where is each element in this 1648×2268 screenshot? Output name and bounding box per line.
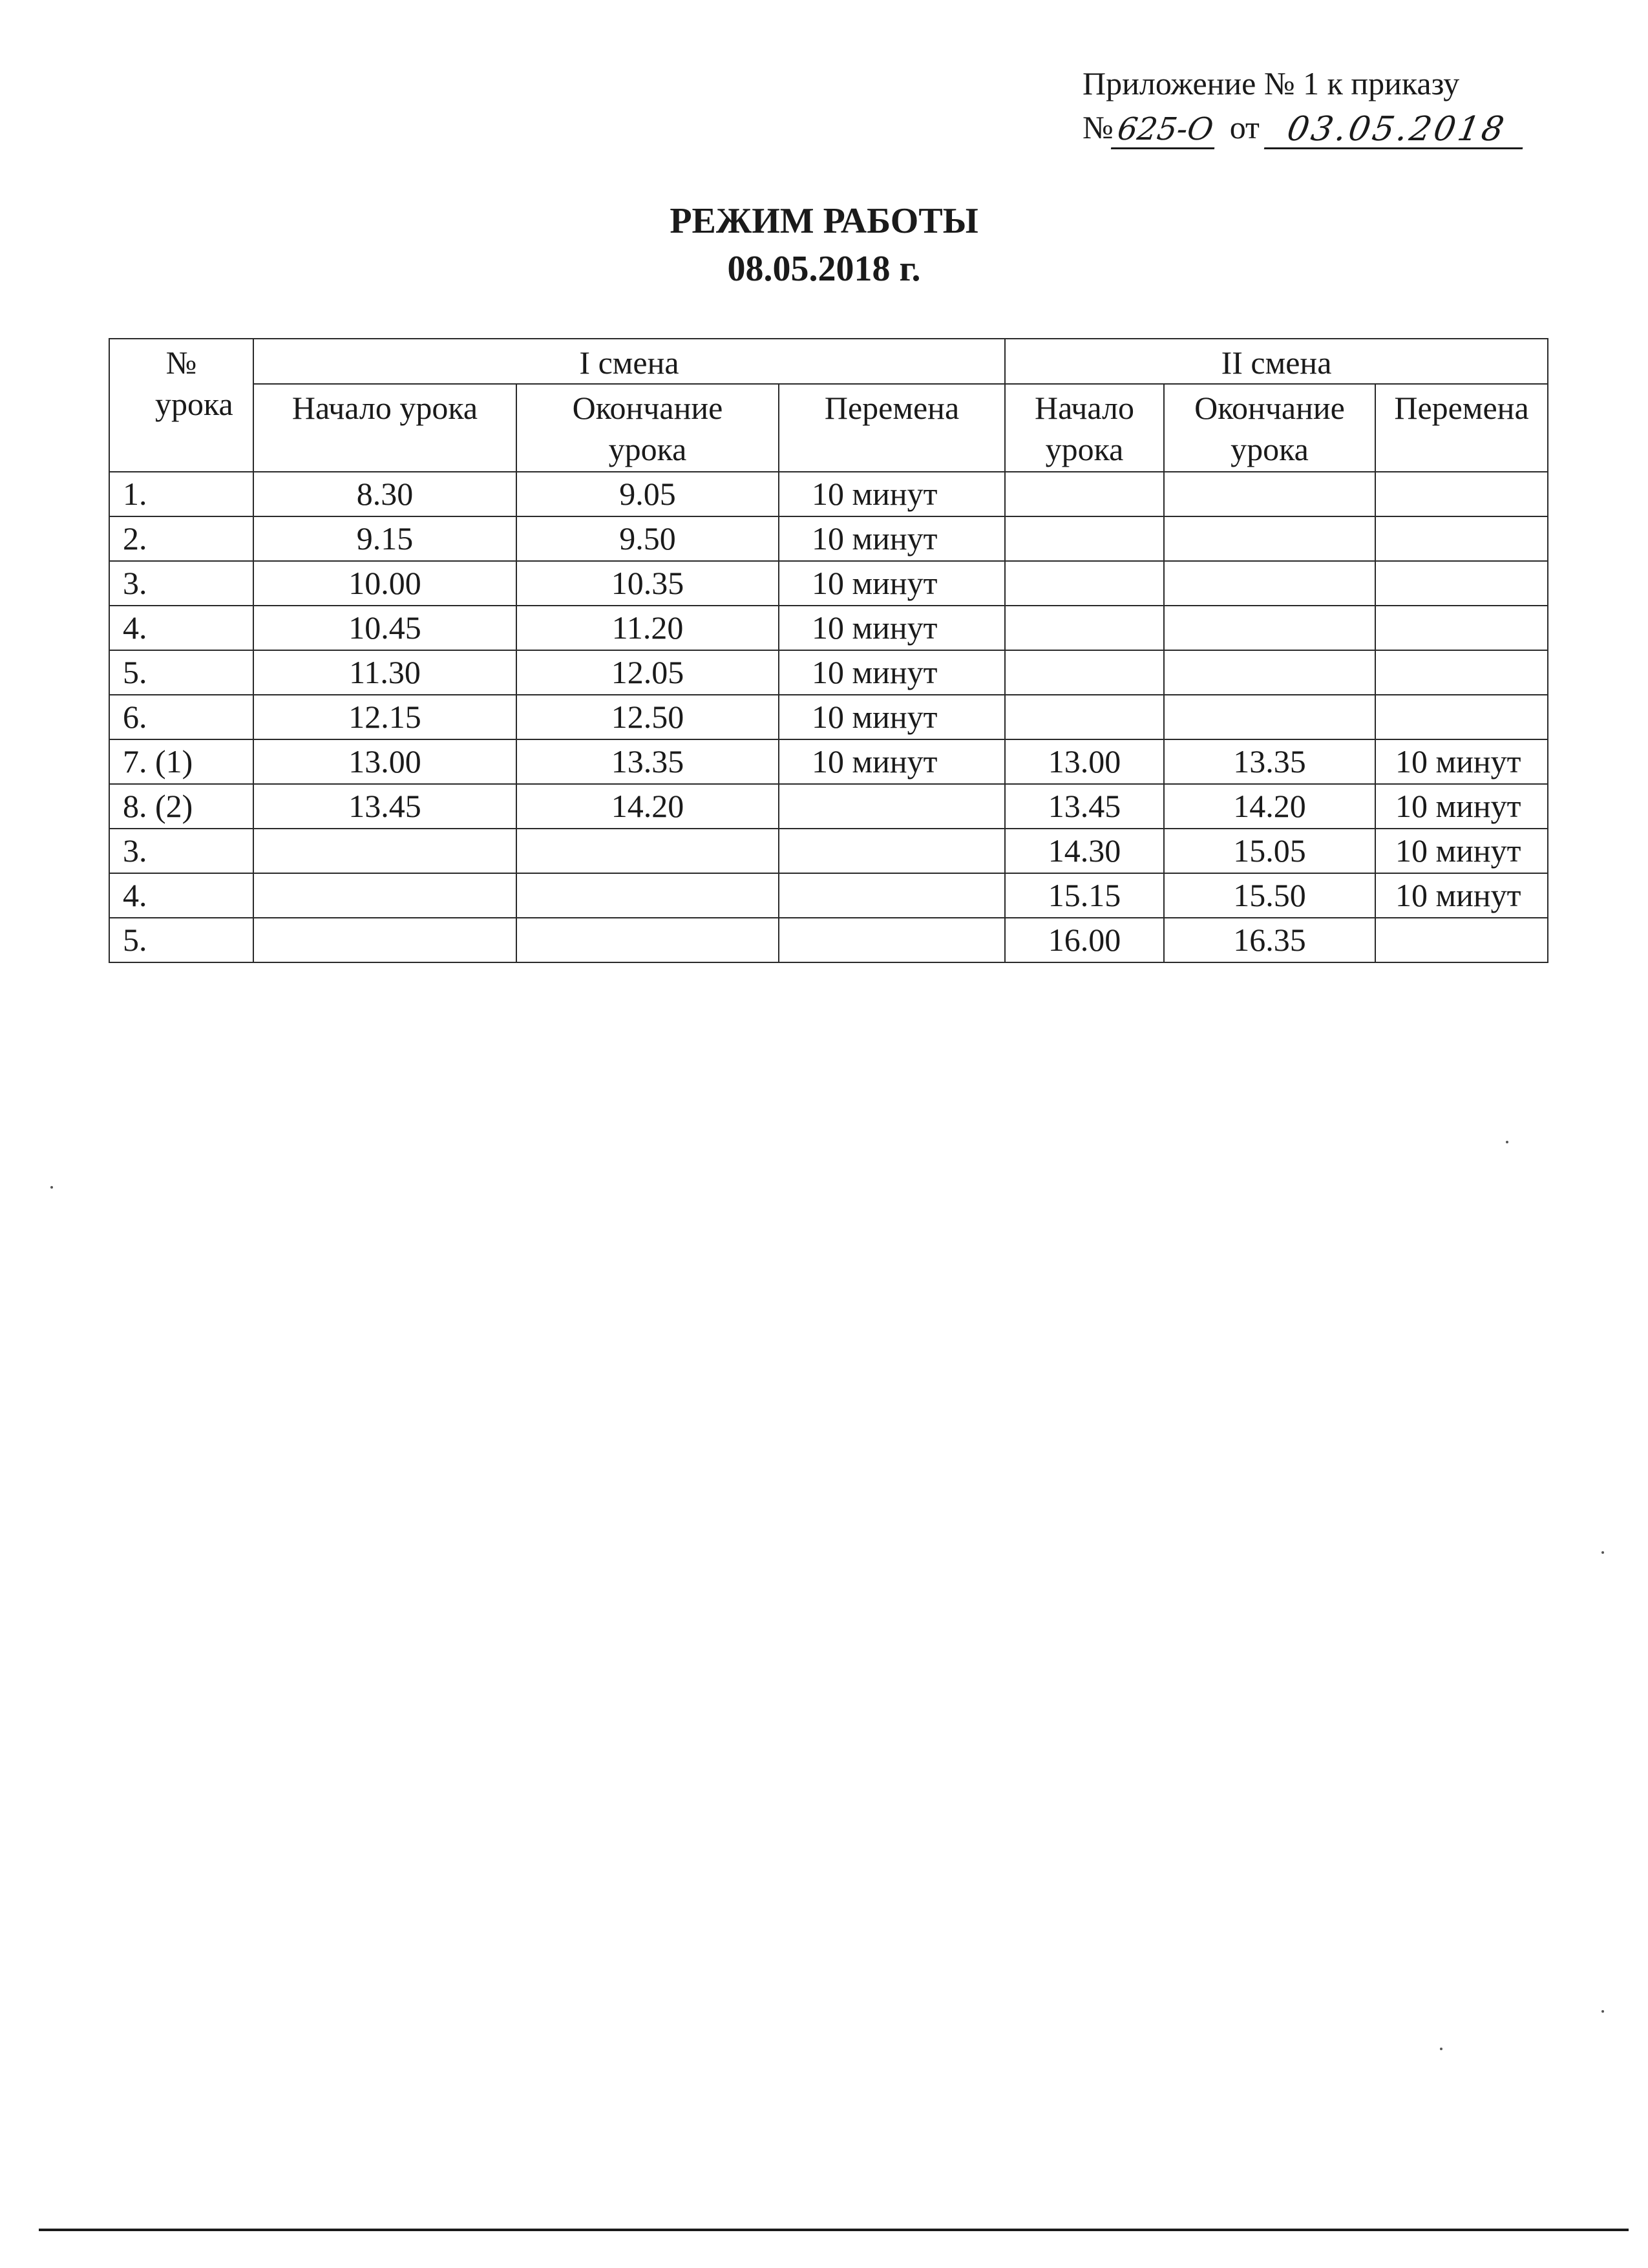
table-row: [109, 784, 1548, 829]
s1-start-cell: 8.30: [253, 472, 516, 516]
handwritten-order-date: 03.05.2018: [1264, 111, 1529, 149]
s2-end-cell: 15.50: [1164, 873, 1375, 918]
header-row-columns: [109, 384, 1548, 472]
lesson-number-cell: 5.: [109, 918, 253, 962]
s2-break-cell: 10 минут: [1375, 873, 1548, 918]
s1-end-cell: 12.05: [516, 650, 779, 695]
s2-break-cell: 10 минут: [1375, 784, 1548, 829]
s2-break-cell: [1375, 918, 1548, 962]
s2-start-cell: 14.30: [1005, 829, 1164, 873]
lesson-number-cell: 3.: [109, 561, 253, 606]
s2-end-cell: [1164, 650, 1375, 695]
lesson-number-cell: 1.: [109, 472, 253, 516]
header-row-shifts: [109, 339, 1548, 384]
s2-end-cell: [1164, 695, 1375, 739]
lesson-number-cell: 8. (2): [109, 784, 253, 829]
s1-break-cell: 10 минут: [779, 606, 1005, 650]
s2-start-cell: [1005, 516, 1164, 561]
s1-end-cell: 9.05: [516, 472, 779, 516]
header-s2-start: Начало урока: [1005, 384, 1164, 472]
s2-end-cell: 15.05: [1164, 829, 1375, 873]
s1-break-cell: [779, 829, 1005, 873]
scan-speck: [1440, 2048, 1442, 2050]
lesson-number-cell: 4.: [109, 606, 253, 650]
page-title: РЕЖИМ РАБОТЫ: [670, 201, 978, 241]
lesson-number-cell: 3.: [109, 829, 253, 873]
scan-speck: [50, 1186, 53, 1189]
s1-break-cell: [779, 784, 1005, 829]
s2-start-cell: [1005, 472, 1164, 516]
s2-end-cell: [1164, 606, 1375, 650]
s1-end-cell: 12.50: [516, 695, 779, 739]
s2-end-cell: [1164, 472, 1375, 516]
s2-end-cell: 16.35: [1164, 918, 1375, 962]
s1-end-cell: 11.20: [516, 606, 779, 650]
s2-break-cell: [1375, 472, 1548, 516]
scan-edge-line: [39, 2229, 1629, 2231]
s2-break-cell: [1375, 516, 1548, 561]
s1-start-cell: [253, 829, 516, 873]
s2-start-cell: [1005, 695, 1164, 739]
s1-start-cell: [253, 873, 516, 918]
s1-break-cell: [779, 873, 1005, 918]
s1-end-cell: 14.20: [516, 784, 779, 829]
header-s2-break: Перемена: [1375, 384, 1548, 472]
s1-end-cell: [516, 918, 779, 962]
s1-start-cell: 12.15: [253, 695, 516, 739]
schedule-date: 08.05.2018 г.: [727, 249, 921, 289]
s1-start-cell: 13.45: [253, 784, 516, 829]
s1-end-cell: [516, 829, 779, 873]
scan-speck: [1506, 1141, 1508, 1143]
s2-break-cell: 10 минут: [1375, 739, 1548, 784]
lesson-number-cell: 7. (1): [109, 739, 253, 784]
s2-end-cell: [1164, 516, 1375, 561]
table-row: [109, 516, 1548, 561]
s2-start-cell: 13.00: [1005, 739, 1164, 784]
document-title: [0, 197, 1648, 293]
table-row: [109, 739, 1548, 784]
s1-break-cell: 10 минут: [779, 516, 1005, 561]
s1-end-cell: 13.35: [516, 739, 779, 784]
schedule-table: [109, 338, 1548, 963]
header-s1-break: Перемена: [779, 384, 1005, 472]
header-s1-end: Окончание урока: [516, 384, 779, 472]
s2-start-cell: 13.45: [1005, 784, 1164, 829]
table-row: [109, 561, 1548, 606]
s2-end-cell: [1164, 561, 1375, 606]
s1-break-cell: 10 минут: [779, 650, 1005, 695]
header-shift-2: II смена: [1005, 339, 1548, 384]
annex-order-line: [1083, 105, 1574, 149]
table-row: [109, 829, 1548, 873]
s1-break-cell: 10 минут: [779, 739, 1005, 784]
s2-break-cell: [1375, 606, 1548, 650]
s1-start-cell: 11.30: [253, 650, 516, 695]
handwritten-order-number: 625-О: [1111, 111, 1220, 149]
lesson-number-cell: 2.: [109, 516, 253, 561]
header-lesson-number: № урока: [109, 339, 253, 472]
scan-speck: [1601, 1551, 1604, 1554]
s1-end-cell: 9.50: [516, 516, 779, 561]
s1-break-cell: [779, 918, 1005, 962]
header-shift-1: I смена: [253, 339, 1005, 384]
from-label: от: [1229, 109, 1260, 145]
s2-start-cell: [1005, 561, 1164, 606]
s2-start-cell: 16.00: [1005, 918, 1164, 962]
table-row: [109, 873, 1548, 918]
s1-break-cell: 10 минут: [779, 561, 1005, 606]
s1-start-cell: 13.00: [253, 739, 516, 784]
s2-break-cell: [1375, 561, 1548, 606]
table-row: [109, 695, 1548, 739]
s2-start-cell: [1005, 650, 1164, 695]
s2-start-cell: 15.15: [1005, 873, 1164, 918]
header-s2-end: Окончание урока: [1164, 384, 1375, 472]
header-s1-start: Начало урока: [253, 384, 516, 472]
table-row: [109, 650, 1548, 695]
s1-break-cell: 10 минут: [779, 472, 1005, 516]
s1-start-cell: 10.45: [253, 606, 516, 650]
s1-break-cell: 10 минут: [779, 695, 1005, 739]
table-row: [109, 472, 1548, 516]
lesson-number-cell: 6.: [109, 695, 253, 739]
lesson-number-cell: 4.: [109, 873, 253, 918]
schedule-body: [109, 472, 1548, 962]
s2-break-cell: [1375, 650, 1548, 695]
annex-title: Приложение № 1 к приказу: [1083, 65, 1460, 101]
s1-end-cell: 10.35: [516, 561, 779, 606]
table-row: [109, 918, 1548, 962]
s1-start-cell: [253, 918, 516, 962]
annex-reference: [1083, 61, 1574, 149]
table-row: [109, 606, 1548, 650]
s2-break-cell: [1375, 695, 1548, 739]
s2-end-cell: 14.20: [1164, 784, 1375, 829]
number-sign: №: [1083, 109, 1114, 145]
scan-speck: [1601, 2010, 1604, 2013]
s1-start-cell: 9.15: [253, 516, 516, 561]
s1-start-cell: 10.00: [253, 561, 516, 606]
lesson-number-cell: 5.: [109, 650, 253, 695]
s2-break-cell: 10 минут: [1375, 829, 1548, 873]
s2-start-cell: [1005, 606, 1164, 650]
s1-end-cell: [516, 873, 779, 918]
s2-end-cell: 13.35: [1164, 739, 1375, 784]
